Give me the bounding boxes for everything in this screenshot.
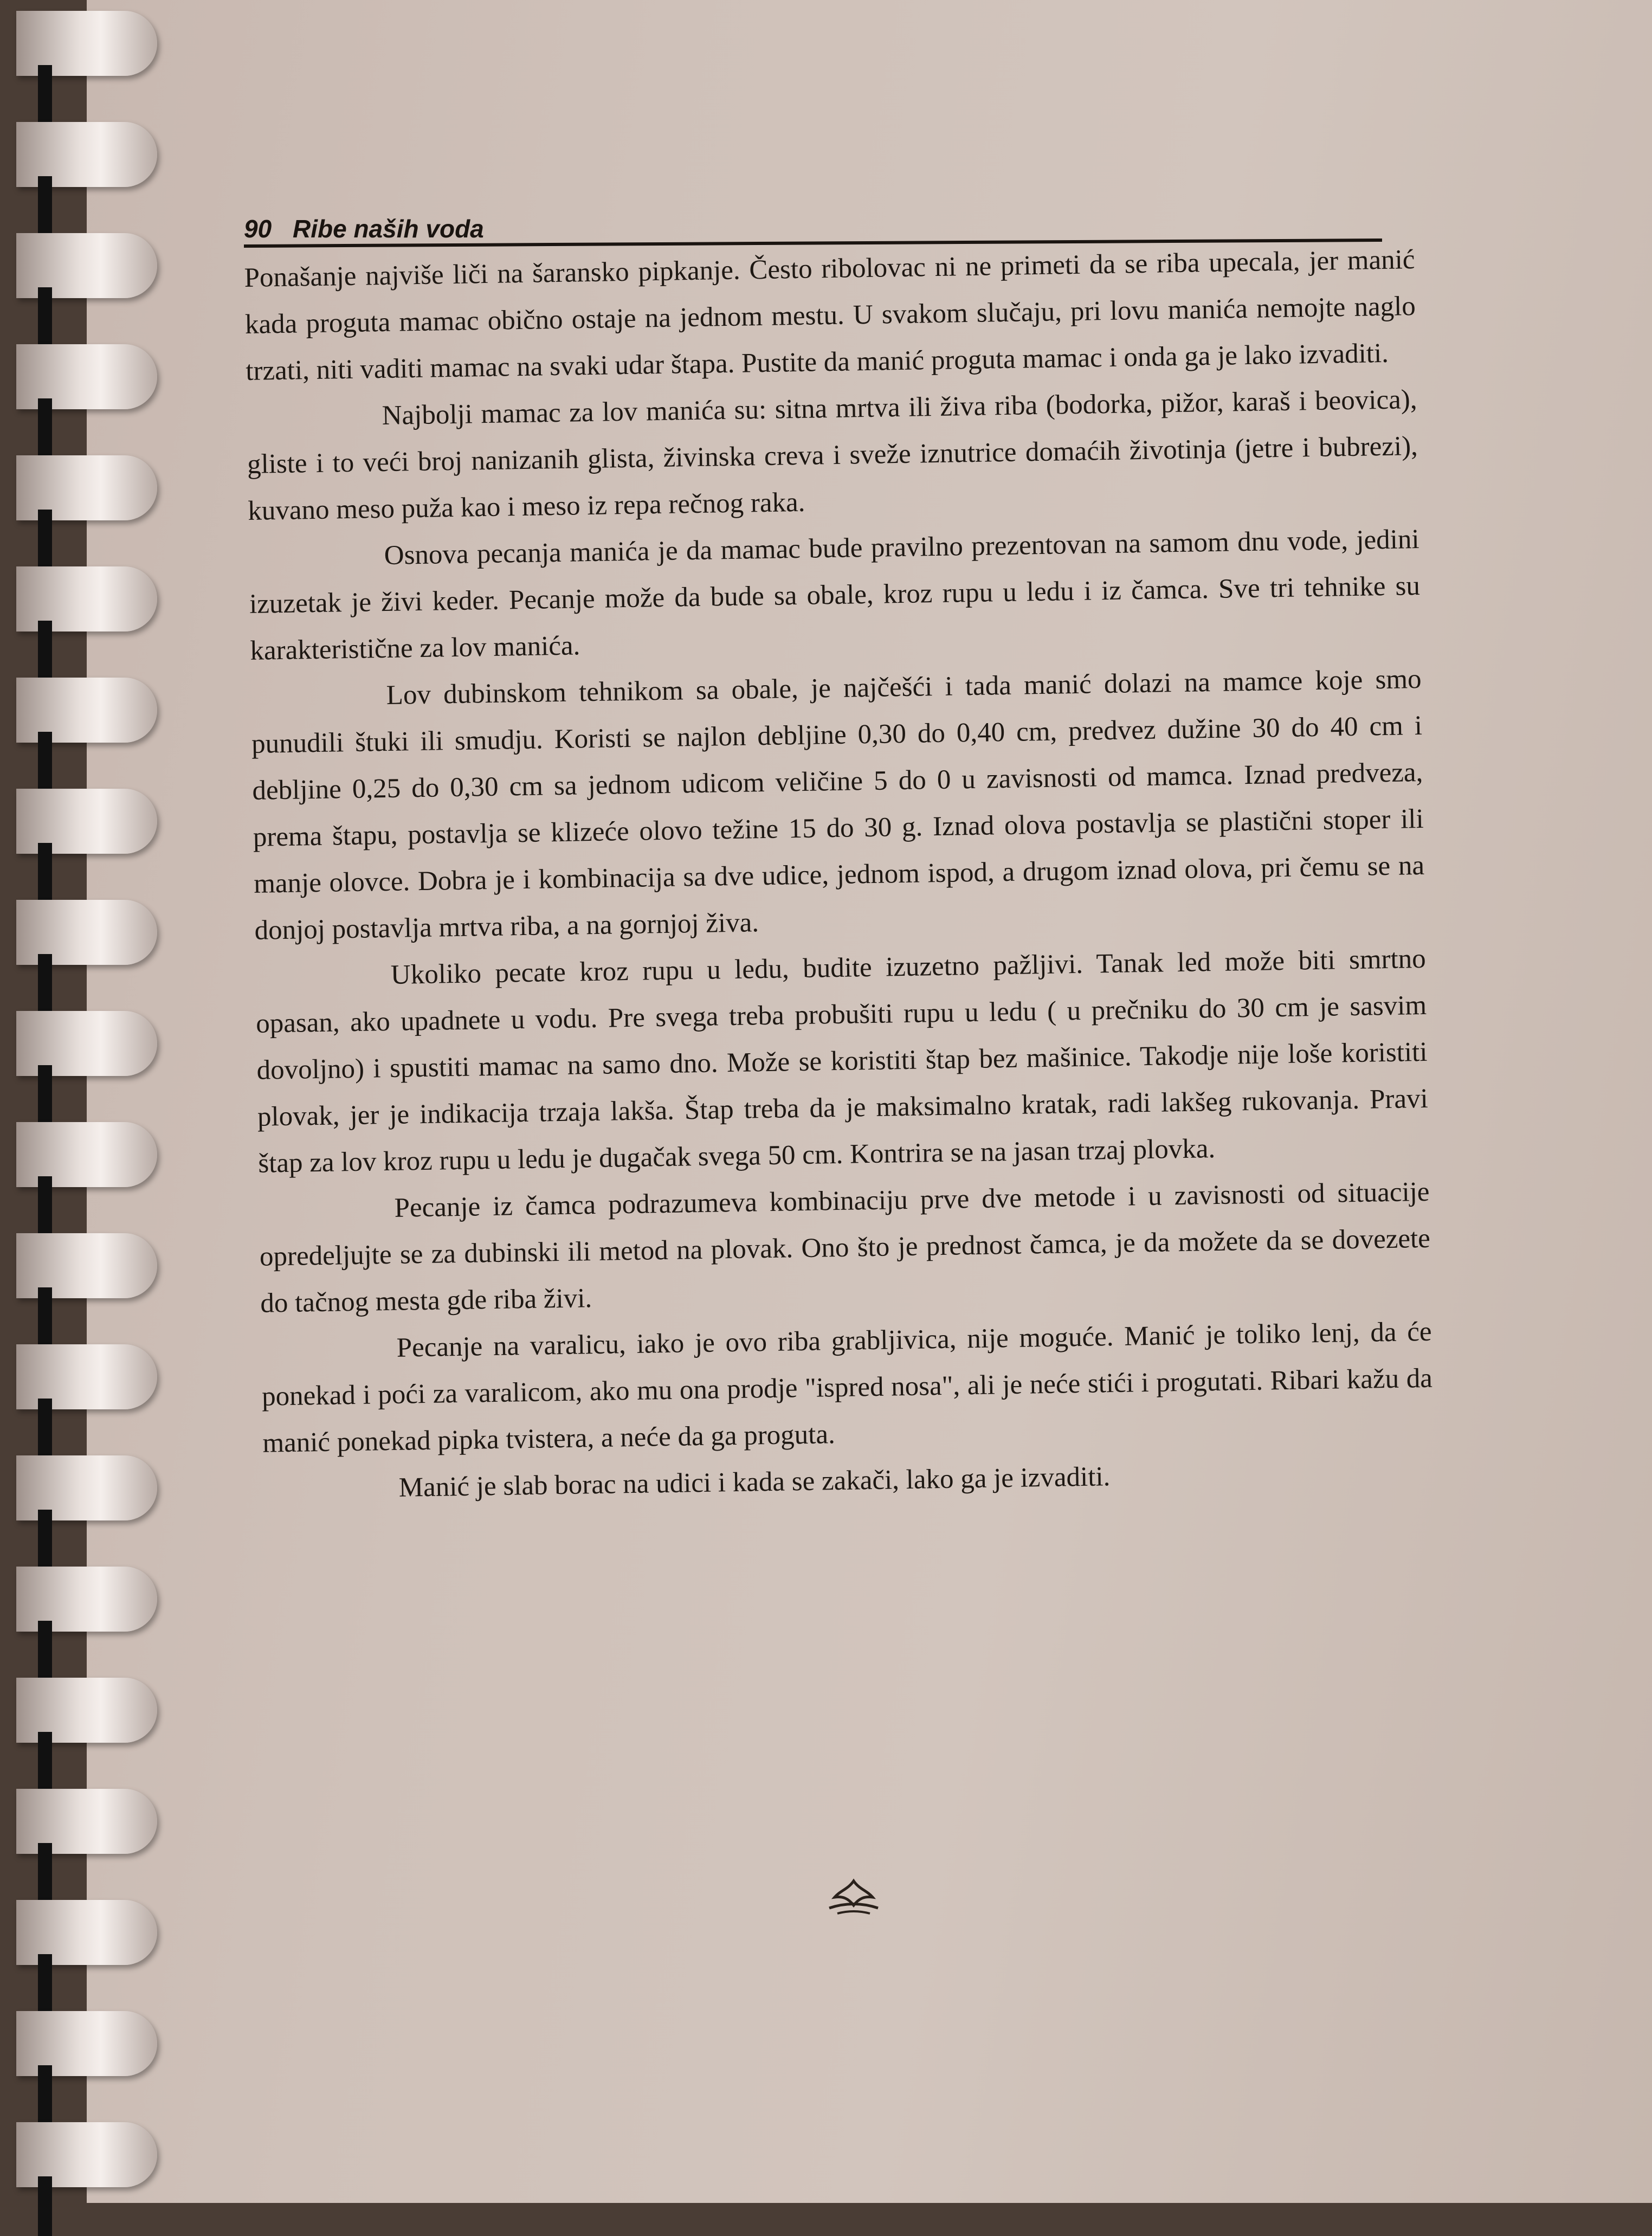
paragraph: Pecanje na varalicu, iako je ovo riba grabljivica, nije moguće. Manić je toliko lenj, da će ponekad i poći za varalicom, ako mu ona prodje "ispred nosa", ali je neće stići i progutati. Ribari kažu da manić ponekad pipka tvistera, a neće da ga proguta. [261,1316,1433,1459]
binding-hole [38,2176,52,2236]
binding-ring [16,789,157,854]
binding-hole [38,176,52,236]
binding-hole [38,1732,52,1792]
binding-hole [38,621,52,680]
binding-hole [38,1510,52,1569]
running-title: Ribe naših voda [293,215,484,243]
binding-ring [16,122,157,187]
spiral-binding [0,0,179,2203]
binding-hole [38,398,52,458]
paragraph: Pecanje iz čamca podrazumeva kombinaciju prve dve metode i u zavisnosti od situacije opredeljujte se za dubinski ili metod na plovak. Ono što je prednost čamca, je da možete da se dovezete do tačnog mesta gde riba živi. [259,1176,1431,1319]
binding-ring [16,344,157,409]
binding-ring [16,1789,157,1854]
binding-hole [38,1287,52,1347]
binding-hole [38,510,52,569]
binding-ring [16,1344,157,1409]
binding-ring [16,1900,157,1965]
binding-hole [38,843,52,903]
binding-hole [38,1621,52,1680]
binding-hole [38,2065,52,2125]
binding-ring [16,455,157,520]
binding-hole [38,1954,52,2014]
binding-ring [16,678,157,743]
binding-ring [16,11,157,76]
binding-hole [38,1176,52,1236]
binding-hole [38,1065,52,1125]
paragraph: Ponašanje najviše liči na šaransko pipkanje. Često ribolovac ni ne primeti da se riba upecala, jer manić kada proguta mamac obično ostaje na jednom mestu. U svakom slučaju, pri lovu manića nemojte naglo trzati, niti vaditi mamac na svaki udar štapa. Pustite da manić proguta mamac i onda ga je lako izvaditi. [244,244,1416,386]
body-text [244,236,1434,1513]
binding-hole [38,732,52,791]
binding-ring [16,1678,157,1743]
binding-hole [38,954,52,1014]
fleuron-icon [824,1876,883,1919]
binding-hole [38,1399,52,1458]
binding-hole [38,65,52,125]
binding-ring [16,1122,157,1187]
binding-ring [16,2011,157,2076]
binding-ring [16,1011,157,1076]
binding-ring [16,1233,157,1298]
paragraph: Manić je slab borac na udici i kada se zakači, lako ga je izvaditi. [398,1461,1111,1503]
paragraph: Ukoliko pecate kroz rupu u ledu, budite izuzetno pažljivi. Tanak led može biti smrtno opasan, ako upadnete u vodu. Pre svega treba probušiti rupu u ledu ( u prečniku do 30 cm je sasvim dovoljno) i spustiti mamac na samo dno. Može se koristiti štap bez mašinice. Takodje nije loše koristiti plovak, jer je indikacija trzaja lakša. Štap treba da je maksimalno kratak, radi lakšeg rukovanja. Pravi štap za lov kroz rupu u ledu je dugačak svega 50 cm. Kontrira se na jasan trzaj plovka. [255,943,1429,1179]
binding-ring [16,233,157,298]
paragraph: Lov dubinskom tehnikom sa obale, je najčešći i tada manić dolazi na mamce koje smo punudili štuki ili smudju. Koristi se najlon debljine 0,30 do 0,40 cm, predvez dužine 30 do 40 cm i debljine 0,25 do 0,30 cm sa jednom udicom veličine 5 do 0 u zavisnosti od mamca. Iznad predveza, prema štapu, postavlja se klizeće olovo težine 15 do 30 g. Iznad olova postavlja se plastični stoper ili manje olovce. Dobra je i kombinacija sa dve udice, jednom ispod, a drugom iznad olova, pri čemu se na donjoj postavlja mrtva riba, a na gornjoj živa. [251,663,1425,946]
binding-ring [16,566,157,632]
binding-hole [38,287,52,347]
binding-ring [16,1567,157,1632]
binding-hole [38,1843,52,1903]
paragraph: Osnova pecanja manića je da mamac bude pravilno prezentovan na samom dnu vode, jedini izuzetak je živi keder. Pecanje može da bude sa obale, kroz rupu u ledu i iz čamca. Sve tri tehnike su karakteristične za lov manića. [249,524,1421,666]
binding-ring [16,2122,157,2187]
paragraph: Najbolji mamac za lov manića su: sitna mrtva ili živa riba (bodorka, pižor, karaš i beovica), gliste i to veći broj nanizanih glista, živinska creva i sveže iznutrice domaćih životinja (jetre i bubrezi), kuvano meso puža kao i meso iz repa rečnog raka. [247,384,1418,526]
binding-ring [16,1455,157,1520]
binding-ring [16,900,157,965]
page-number: 90 [244,215,272,243]
